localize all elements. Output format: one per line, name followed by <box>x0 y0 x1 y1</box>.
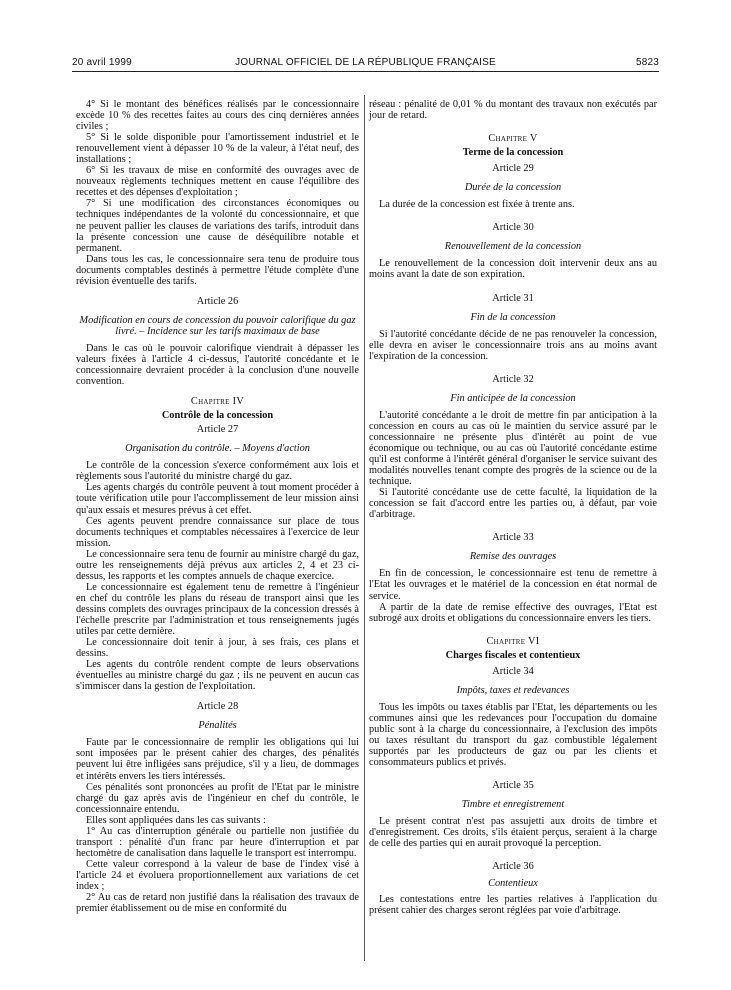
article-title: Durée de la concession <box>464 182 562 194</box>
article-title: Remise des ouvrages <box>469 551 557 563</box>
page-header <box>72 57 659 71</box>
article-title: Fin de la concession <box>470 311 556 323</box>
chapter-label: Chapitre VI <box>486 635 540 647</box>
page-number: 5823 <box>635 57 659 68</box>
article-heading: Article 27 <box>196 424 239 436</box>
article-heading: Article 35 <box>492 780 534 792</box>
paragraph: Le contrôle de la concession s'exerce conformément aux lois et règlements sous l'autorité du ministre chargé du gaz. <box>76 460 359 483</box>
article-heading: Article 26 <box>196 295 239 307</box>
article-title: Fin anticipée de la concession <box>450 392 576 404</box>
chapter-title: Charges fiscales et contentieux <box>445 649 581 661</box>
paragraph: Ces pénalités sont prononcées au profit de l'Etat par le ministre chargé du gaz après avis de l'ingénieur en chef du contrôle, le concessionnaire entendu. <box>76 781 359 815</box>
paragraph: Ces agents peuvent prendre connaissance sur place de tous documents techniques et comptables nécessaires à l'exercice de leur mission. <box>76 515 359 549</box>
right-column <box>369 99 657 917</box>
paragraph: Les agents chargés du contrôle peuvent à tout moment procéder à toute vérification utile pour l'accomplissement de leur mission ainsi qu'aux essais et mesures prévus à cet effet. <box>76 482 359 516</box>
paragraph: La durée de la concession est fixée à trente ans. <box>379 199 575 211</box>
paragraph: réseau : pénalité de 0,01 % du montant des travaux non exécutés par jour de retard. <box>369 99 657 122</box>
paragraph: Le présent contrat n'est pas assujetti aux droits de timbre et d'enregistrement. Ces droits, s'ils étaient perçus, seraient à la charge de celle des parties qui en aurait provoqué la perception. <box>369 816 657 850</box>
paragraph: Dans le cas où le pouvoir calorifique viendrait à dépasser les valeurs fixées à l'article 4 ci-dessus, l'autorité concédante et le concessionnaire devraient procéder à la conclusion d'une nouvelle convention. <box>76 342 359 388</box>
chapter-heading <box>369 133 657 144</box>
paragraph: 2° Au cas de retard non justifié dans la réalisation des travaux de premier établissement ou de mise en conformité du <box>76 892 359 915</box>
paragraph: A partir de la date de remise effective des ouvrages, l'Etat est subrogé aux droits et obligations du concessionnaire envers les tiers. <box>369 601 657 624</box>
article-title: Impôts, taxes et redevances <box>456 684 570 696</box>
paragraph: Le concessionnaire doit tenir à jour, à ses frais, ces plans et dessins. <box>76 637 359 660</box>
article-title: Renouvellement de la concession <box>444 241 582 253</box>
paragraph: Cette valeur correspond à la valeur de base de l'index visé à l'article 24 et évoluera proportionnellement aux variations de cet index ; <box>76 858 359 892</box>
chapter-label: Chapitre V <box>488 133 538 145</box>
chapter-heading <box>369 636 657 647</box>
article-heading: Article 33 <box>492 532 534 544</box>
paragraph: 5° Si le solde disponible pour l'amortissement industriel et le renouvellement vient à dépasser 10 % de la valeur, à l'état neuf, des installations ; <box>76 132 359 166</box>
article-heading: Article 30 <box>492 222 534 234</box>
article-heading: Article 32 <box>492 373 534 385</box>
article-title: Organisation du contrôle. – Moyens d'action <box>125 443 310 455</box>
paragraph: Les agents du contrôle rendent compte de leurs observations éventuelles au ministre chargé du gaz ; ils ne peuvent en aucun cas s'immiscer dans la gestion de l'exploitation. <box>76 659 359 693</box>
paragraph: L'autorité concédante a le droit de mettre fin par anticipation à la concession en cours au cas où le maintien du service assuré par le concessionnaire ne présente plus d'intérêt au point de vue économique ou technique, ou au cas où l'autorité concédante estime qu'il est conforme à l'intérêt général d'organiser le service suivant des modalités nouvelles tenant compte des progrès de la science ou de la technique. <box>369 409 657 488</box>
chapter-title: Contrôle de la concession <box>161 410 274 422</box>
chapter-label: Chapitre IV <box>190 396 245 408</box>
paragraph: Les contestations entre les parties relatives à l'application du présent cahier des charges seront réglées par voie d'arbitrage. <box>369 894 657 917</box>
article-title: Contentieux <box>488 878 538 890</box>
paragraph: 4° Si le montant des bénéfices réalisés par le concessionnaire excède 10 % des recettes faites au cours des cinq dernières années civiles ; <box>76 99 359 133</box>
article-heading: Article 29 <box>492 163 534 175</box>
article-title: Modification en cours de concession du pouvoir calorifique du gaz livré. – Incidence sur les tarifs maximaux de base <box>79 314 356 337</box>
article-title: Timbre et enregistrement <box>461 799 565 811</box>
paragraph: En fin de concession, le concessionnaire est tenu de remettre à l'Etat les ouvrages et le matériel de la concession en état normal de service. <box>369 568 657 602</box>
paragraph: Le renouvellement de la concession doit intervenir deux ans au moins avant la date de son expiration. <box>369 258 657 281</box>
column-divider <box>364 95 365 961</box>
article-heading: Article 28 <box>196 701 239 713</box>
article-heading: Article 34 <box>492 665 534 677</box>
paragraph: Si l'autorité concédante décide de ne pas renouveler la concession, elle devra en aviser le concessionnaire trois ans au moins avant l'expiration de la concession. <box>369 328 657 362</box>
paragraph: 7° Si une modification des circonstances économiques ou techniques indépendantes de la volonté du concessionnaire, et que ne peuvent pallier les clauses de variations des tarifs, introduit dans la présente concession une cause de déséquilibre notable et permanent. <box>76 198 359 254</box>
paragraph: Dans tous les cas, le concessionnaire sera tenu de produire tous documents comptables destinés à permettre l'étude complète d'une révision éventuelle des tarifs. <box>76 253 359 287</box>
paragraph: 6° Si les travaux de mise en conformité des ouvrages avec de nouveaux règlements techniques mettent en cause l'équilibre des recettes et des dépenses d'exploitation ; <box>76 165 359 199</box>
paragraph: Faute par le concessionnaire de remplir les obligations qui lui sont imposées par le présent cahier des charges, des pénalités peuvent lui être infligées sans préjudice, s'il y a lieu, de dommages et intérêts envers les tiers intéressés. <box>76 737 359 782</box>
chapter-heading <box>76 396 359 407</box>
header-rule <box>72 71 659 72</box>
left-column <box>76 99 359 914</box>
chapter-title: Terme de la concession <box>462 147 564 159</box>
paragraph: Tous les impôts ou taxes établis par l'Etat, les départements ou les communes ainsi que les redevances pour l'occupation du domaine public sont à la charge du concessionnaire, à l'exclusion des impôts ou taxes résultant du transport du gaz combustible légalement supportés par les producteurs de gaz ou par les clients et consommateurs publics et privés. <box>369 701 657 769</box>
article-title: Pénalités <box>198 720 237 732</box>
paragraph: Le concessionnaire est également tenu de remettre à l'ingénieur en chef du contrôle les plans du réseau de transport ainsi que les dessins complets des ouvrages principaux de la concession dressés à l'échelle prescrite par l'administration et tous renseignements jugés utiles par cette dernière. <box>76 581 359 638</box>
article-heading: Article 31 <box>492 292 534 304</box>
paragraph: Le concessionnaire sera tenu de fournir au ministre chargé du gaz, outre les renseignements déjà prévus aux articles 2, 4 et 23 ci-dessus, les rapports et les comptes annuels de chaque exercice. <box>76 548 359 582</box>
article-heading: Article 36 <box>492 861 534 873</box>
journal-title: JOURNAL OFFICIEL DE LA RÉPUBLIQUE FRANÇAISE <box>235 57 496 68</box>
paragraph: Si l'autorité concédante use de cette faculté, la liquidation de la concession se fait d'accord entre les parties ou, à défaut, par voie d'arbitrage. <box>369 487 657 521</box>
paragraph: 1° Au cas d'interruption générale ou partielle non justifiée du transport : pénalité d'un franc par heure d'interruption et par hectomètre de canalisation dans laquelle le transport est interrompu. <box>76 825 359 859</box>
header-date: 20 avril 1999 <box>72 57 132 68</box>
paragraph: Elles sont appliquées dans les cas suivants : <box>86 814 266 826</box>
